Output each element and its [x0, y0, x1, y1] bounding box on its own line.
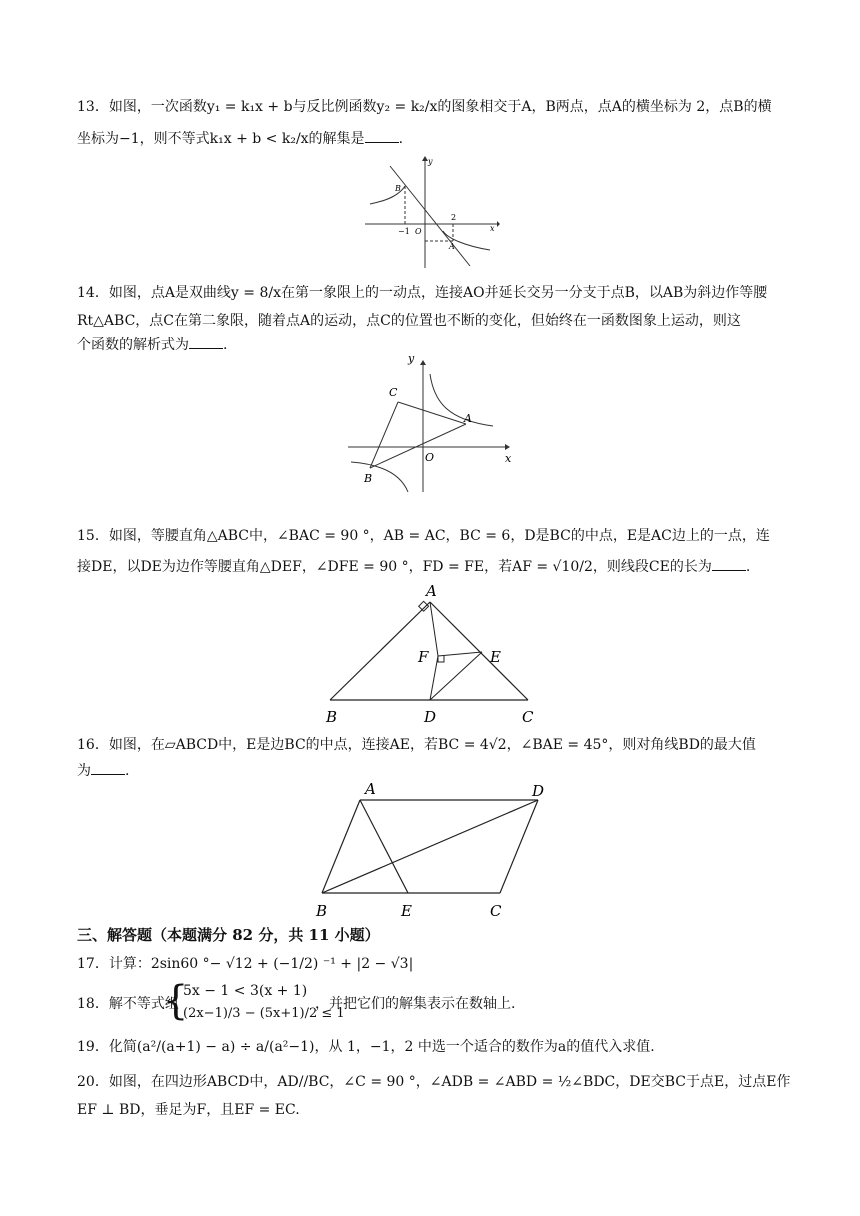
q13-label-neg1: −1	[398, 227, 410, 236]
q14-figure	[348, 352, 518, 494]
q14-label-C: C	[389, 386, 398, 399]
q15-label-B: B	[326, 708, 338, 726]
q14-label-B: B	[364, 472, 373, 485]
q18-ineq2: (2x−1)/3 − (5x+1)/2 ≤ 1	[183, 1006, 345, 1021]
brace-icon: {	[163, 978, 189, 1024]
q15-line2-text: 接DE，以DE为边作等腰直角△DEF，∠DFE = 90 °，FD = FE，若AF = √10/2，则线段CE的长为	[77, 559, 712, 575]
q16-figure	[310, 778, 560, 923]
q13-line1: 13．如图，一次函数y₁ = k₁x + b与反比例函数y₂ = k₂/x的图象相交于A，B两点，点A的横坐标为 2，点B的横	[77, 99, 772, 115]
q14-line3-text: 个函数的解析式为	[77, 337, 189, 353]
q16-line2-end: .	[125, 763, 130, 779]
q17: 17．计算：2sin60 °− √12 + (−1/2) ⁻¹ + |2 − √3|	[77, 956, 414, 972]
q15-line1: 15．如图，等腰直角△ABC中，∠BAC = 90 °，AB = AC，BC = 6，D是BC的中点，E是AC边上的一点，连	[77, 528, 770, 544]
q14-label-O: O	[425, 451, 435, 464]
q15-figure	[320, 580, 540, 728]
q18-ineq1: 5x − 1 < 3(x + 1)	[183, 983, 308, 999]
q16-label-A: A	[365, 780, 376, 798]
answer-blank	[365, 128, 399, 143]
q14-line1: 14．如图，点A是双曲线y = 8/x在第一象限上的一动点，连接AO并延长交另一分支于点B，以AB为斜边作等腰	[77, 285, 768, 301]
answer-blank	[91, 760, 125, 775]
q14-line2: Rt△ABC，点C在第二象限，随着点A的运动，点C的位置也不断的变化，但始终在一函数图象上运动，则这	[77, 313, 741, 329]
q14-line3	[77, 334, 227, 355]
q14-line3-end: .	[223, 337, 228, 353]
q13-label-y: y	[428, 157, 433, 166]
q13-label-2: 2	[451, 213, 457, 222]
q15-label-F: F	[418, 648, 429, 666]
q13-label-x: x	[490, 224, 495, 233]
answer-blank	[189, 334, 223, 349]
q19: 19．化简(a²/(a+1) − a) ÷ a/(a²−1)，从 1，−1，2 中选一个适合的数作为a的值代入求值.	[77, 1039, 655, 1055]
q15-label-E: E	[490, 648, 501, 666]
q15-line2-end: .	[745, 559, 751, 575]
q15-label-A: A	[426, 582, 437, 600]
q13-line2	[77, 128, 403, 149]
q14-label-x: x	[505, 452, 512, 465]
q13-label-B: B	[395, 184, 401, 193]
section-heading: 三、解答题（本题满分 82 分，共 11 小题）	[77, 926, 380, 944]
q18-prefix: 18．解不等式组	[77, 996, 179, 1012]
q15-label-D: D	[424, 708, 437, 726]
q15-line2	[77, 556, 750, 577]
answer-blank	[712, 556, 746, 571]
q13-figure	[365, 156, 500, 271]
q15-label-C: C	[522, 708, 534, 726]
q20-line1: 20．如图，在四边形ABCD中，AD//BC，∠C = 90 °，∠ADB = ∠ABD = ½∠BDC，DE交BC于点E，过点E作	[77, 1074, 791, 1090]
q16-label-E: E	[401, 902, 412, 920]
q13-line2-text: 坐标为−1，则不等式k₁x + b < k₂/x的解集是	[77, 131, 365, 147]
q16-label-D: D	[532, 782, 545, 800]
q14-label-y: y	[408, 352, 415, 365]
q13-label-A: A	[449, 242, 455, 251]
q16-line2	[77, 760, 129, 781]
q16-line1: 16．如图，在▱ABCD中，E是边BC的中点，连接AE，若BC = 4√2，∠BAE = 45°，则对角线BD的最大值	[77, 737, 756, 753]
q14-label-A: A	[464, 412, 472, 425]
q13-line2-end: .	[398, 131, 404, 147]
q16-label-B: B	[316, 902, 328, 920]
q20-line2: EF ⊥ BD，垂足为F，且EF = EC.	[77, 1102, 300, 1118]
q13-label-O: O	[415, 227, 422, 236]
q16-line2-text: 为	[77, 763, 91, 779]
q18-suffix: ，并把它们的解集表示在数轴上.	[315, 996, 516, 1012]
q16-label-C: C	[490, 902, 502, 920]
